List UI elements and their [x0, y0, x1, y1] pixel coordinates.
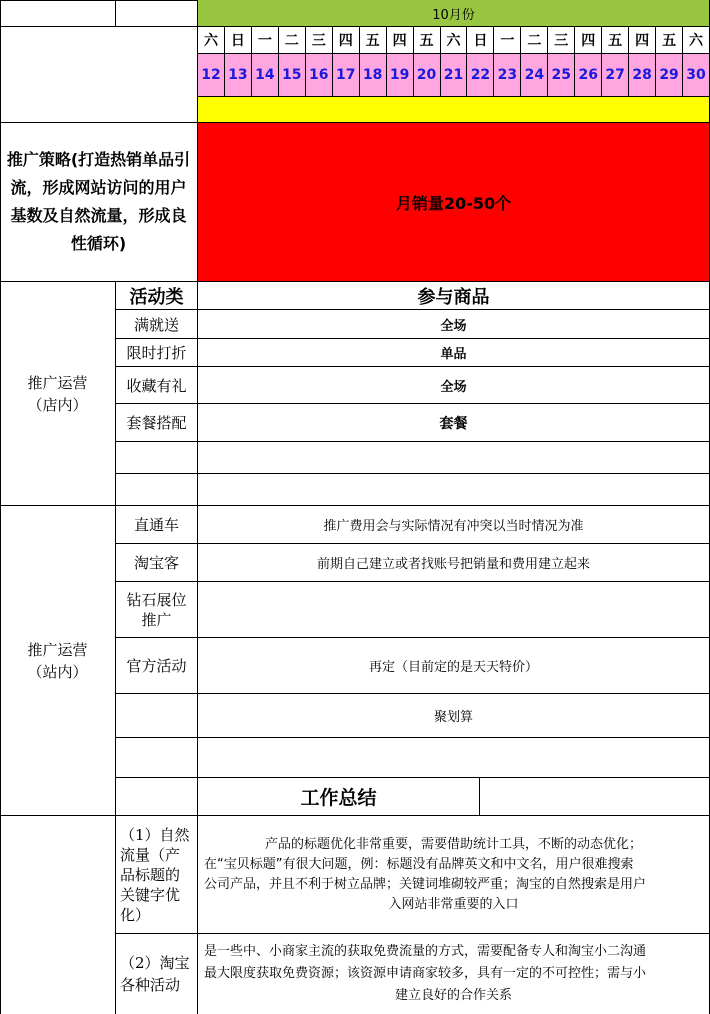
channel-note: [198, 582, 710, 638]
weekday-cell: 日: [225, 27, 252, 54]
date-cell: 24: [521, 54, 548, 97]
activity-cell: 套餐搭配: [116, 404, 198, 442]
weekday-cell: 五: [414, 27, 441, 54]
date-cell: 12: [198, 54, 225, 97]
activity-cell: 收藏有礼: [116, 367, 198, 404]
weekday-cell: 六: [441, 27, 468, 54]
weekday-cell: 四: [629, 27, 656, 54]
summary-right-cell: [480, 778, 710, 816]
summary-line: 公司产品，并且不利于树立品牌；关键词堆砌较严重；淘宝的自然搜索是用户: [204, 876, 647, 892]
channel-label: 钻石展位推广: [126, 590, 187, 629]
date-cell: 16: [306, 54, 333, 97]
product-cell: 全场: [198, 367, 710, 404]
summary-title: 工作总结: [198, 778, 480, 816]
weekday-cell: 四: [333, 27, 360, 54]
channel-cell: 淘宝客: [116, 544, 198, 582]
weekday-cell: 日: [467, 27, 494, 54]
corner-cell-a: [0, 0, 116, 27]
empty-note-cell: [198, 738, 710, 778]
channel-cell: 官方活动: [116, 638, 198, 694]
date-cell: 13: [225, 54, 252, 97]
weekday-cell: 三: [548, 27, 575, 54]
weekday-cell: 二: [521, 27, 548, 54]
weekday-cell: 六: [198, 27, 225, 54]
summary-item-label-text: （2）淘宝各种活动: [120, 954, 190, 994]
channel-note: 再定（目前定的是天天特价）: [198, 638, 710, 694]
calendar-label-cell: [0, 27, 198, 123]
date-cell: 19: [387, 54, 414, 97]
summary-line: 是一些中、小商家主流的获取免费流量的方式，需要配备专人和淘宝小二沟通: [204, 944, 647, 959]
weekday-cell: 五: [360, 27, 387, 54]
summary-line: 在“宝贝标题”有很大问题，例：标题没有品牌英文和中文名，用户很难搜索: [204, 856, 634, 872]
channel-note: 前期自己建立或者找账号把销量和费用建立起来: [198, 544, 710, 582]
weekday-cell: 一: [252, 27, 279, 54]
empty-activity-cell: [116, 442, 198, 474]
channel-cell: 直通车: [116, 506, 198, 544]
date-cell: 27: [602, 54, 629, 97]
yellow-band: [198, 97, 710, 123]
empty-product-cell: [198, 474, 710, 506]
summary-item-body: [198, 934, 710, 1014]
date-cell: 21: [441, 54, 468, 97]
summary-line: 建立良好的合作关系: [394, 988, 512, 1003]
on-site-section-text: 推广运营（站内）: [27, 640, 88, 681]
product-cell: 套餐: [198, 404, 710, 442]
strategy-label: 推广策略(打造热销单品引流，形成网站访问的用户基数及自然流量，形成良性循环): [0, 123, 198, 282]
date-cell: 22: [467, 54, 494, 97]
date-cell: 25: [548, 54, 575, 97]
date-cell: 18: [360, 54, 387, 97]
date-cell: 29: [656, 54, 683, 97]
sales-target: 月销量20-50个: [198, 123, 710, 282]
col-products-header: 参与商品: [198, 282, 710, 310]
date-cell: 17: [333, 54, 360, 97]
summary-item-label: [116, 934, 198, 1014]
empty-activity-cell: [116, 474, 198, 506]
product-cell: 单品: [198, 339, 710, 367]
empty-channel-cell: [116, 738, 198, 778]
on-site-section-label: [0, 506, 116, 816]
summary-line: 最大限度获取免费资源；该资源申请商家较多，具有一定的不可控性；需与小: [204, 966, 647, 981]
summary-item-label-text: （1）自然流量（产品标题的关键字优化）: [120, 825, 190, 924]
weekday-cell: 五: [602, 27, 629, 54]
date-cell: 23: [494, 54, 521, 97]
weekday-cell: 二: [279, 27, 306, 54]
date-cell: 15: [279, 54, 306, 97]
summary-line: 入网站非常重要的入口: [388, 896, 519, 912]
month-header: 10月份: [198, 0, 710, 27]
date-cell: 26: [575, 54, 602, 97]
summary-line: 产品的标题优化非常重要，需要借助统计工具，不断的动态优化；: [264, 836, 642, 852]
date-cell: 30: [683, 54, 710, 97]
date-cell: 20: [414, 54, 441, 97]
channel-note: 聚划算: [198, 694, 710, 738]
outer-top-border: [0, 0, 198, 1]
product-cell: 全场: [198, 310, 710, 339]
summary-item-label: [116, 816, 198, 934]
date-cell: 14: [252, 54, 279, 97]
corner-cell-b: [116, 0, 198, 27]
weekday-cell: 六: [683, 27, 710, 54]
summary-item-body: [198, 816, 710, 934]
channel-cell-empty: [116, 694, 198, 738]
channel-cell: [116, 582, 198, 638]
col-activity-header: 活动类: [116, 282, 198, 310]
weekday-cell: 四: [575, 27, 602, 54]
summary-left-cell: [116, 778, 198, 816]
activity-cell: 限时打折: [116, 339, 198, 367]
outer-left-border: [0, 0, 1, 1014]
date-cell: 28: [629, 54, 656, 97]
activity-cell: 满就送: [116, 310, 198, 339]
weekday-cell: 四: [387, 27, 414, 54]
weekday-cell: 一: [494, 27, 521, 54]
empty-product-cell: [198, 442, 710, 474]
in-store-section-label: [0, 282, 116, 506]
weekday-cell: 五: [656, 27, 683, 54]
weekday-cell: 三: [306, 27, 333, 54]
channel-note: 推广费用会与实际情况有冲突以当时情况为准: [198, 506, 710, 544]
in-store-section-text: 推广运营（店内）: [27, 373, 88, 414]
summary-section-cell: [0, 816, 116, 1014]
